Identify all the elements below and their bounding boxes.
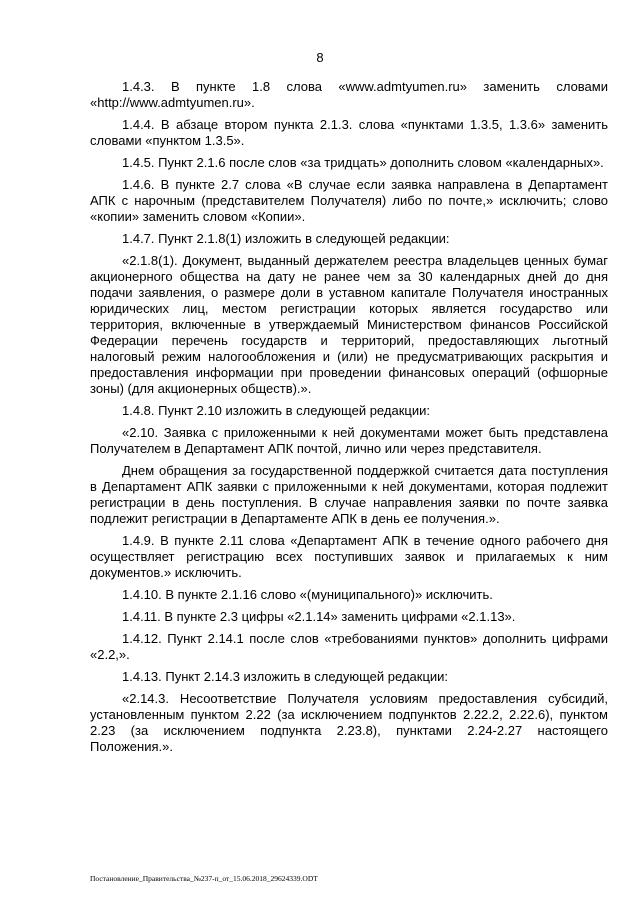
paragraph-quote-2-10: «2.10. Заявка с приложенными к ней документами может быть представлена Получателем в Департамент АПК почтой, лично или через представителя. bbox=[90, 425, 608, 456]
document-body bbox=[90, 79, 608, 761]
paragraph-1-4-8: 1.4.8. Пункт 2.10 изложить в следующей редакции: bbox=[122, 403, 430, 418]
paragraph-1-4-12: 1.4.12. Пункт 2.14.1 после слов «требованиями пунктов» дополнить цифрами «2.2,». bbox=[90, 631, 608, 662]
paragraph-1-4-11: 1.4.11. В пункте 2.3 цифры «2.1.14» заменить цифрами «2.1.13». bbox=[122, 609, 516, 624]
paragraph-1-4-6: 1.4.6. В пункте 2.7 слова «В случае если заявка направлена в Департамент АПК с нарочным (представителем Получателя) либо по почте,» исключить; слово «копии» заменить словом «Копии». bbox=[90, 177, 608, 224]
page-number: 8 bbox=[316, 50, 324, 65]
document-footer: Постановление_Правительства_№237-п_от_15.06.2018_29624339.ODT bbox=[90, 874, 318, 883]
paragraph-1-4-9: 1.4.9. В пункте 2.11 слова «Департамент АПК в течение одного рабочего дня осуществляет регистрацию всех поступивших заявок и прилагаемых к ним документов.» исключить. bbox=[90, 533, 608, 580]
paragraph-1-4-13: 1.4.13. Пункт 2.14.3 изложить в следующей редакции: bbox=[122, 669, 449, 684]
paragraph-1-4-5: 1.4.5. Пункт 2.1.6 после слов «за тридцать» дополнить словом «календарных». bbox=[122, 155, 604, 170]
paragraph-1-4-10: 1.4.10. В пункте 2.1.16 слово «(муниципального)» исключить. bbox=[122, 587, 493, 602]
paragraph-1-4-7: 1.4.7. Пункт 2.1.8(1) изложить в следующей редакции: bbox=[122, 231, 450, 246]
paragraph-1-4-3: 1.4.3. В пункте 1.8 слова «www.admtyumen.ru» заменить словами «http://www.admtyumen.ru». bbox=[90, 79, 608, 110]
paragraph-quote-2-1-8-1: «2.1.8(1). Документ, выданный держателем реестра владельцев ценных бумаг акционерного общества на дату не ранее чем за 30 календарных дней до дня подачи заявления, о размере доли в уставном капитале Получателя иностранных юридических лиц, местом регистрации которых является государство или территория, включенные в утверждаемый Министерством финансов Российской Федерации перечень государств и территорий, предоставляющих льготный налоговый режим налогообложения и (или) не предусматривающих раскрытия и предоставления информации при проведении финансовых операций (офшорные зоны) (для акционерных обществ).». bbox=[90, 253, 608, 396]
paragraph-quote-2-10-second: Днем обращения за государственной поддержкой считается дата поступления в Департамент АПК заявки с приложенными к ней документами, которая подлежит регистрации в день поступления. В случае направления заявки по почте заявка подлежит регистрации в Департаменте АПК в день ее получения.». bbox=[90, 463, 608, 526]
paragraph-1-4-4: 1.4.4. В абзаце втором пункта 2.1.3. слова «пунктами 1.3.5, 1.3.6» заменить словами «пунктом 1.3.5». bbox=[90, 117, 608, 148]
paragraph-quote-2-14-3: «2.14.3. Несоответствие Получателя условиям предоставления субсидий, установленным пунктом 2.22 (за исключением подпунктов 2.22.2, 2.22.6), пунктом 2.23 (за исключением подпункта 2.23.8), пунктами 2.24-2.27 настоящего Положения.». bbox=[90, 691, 608, 754]
